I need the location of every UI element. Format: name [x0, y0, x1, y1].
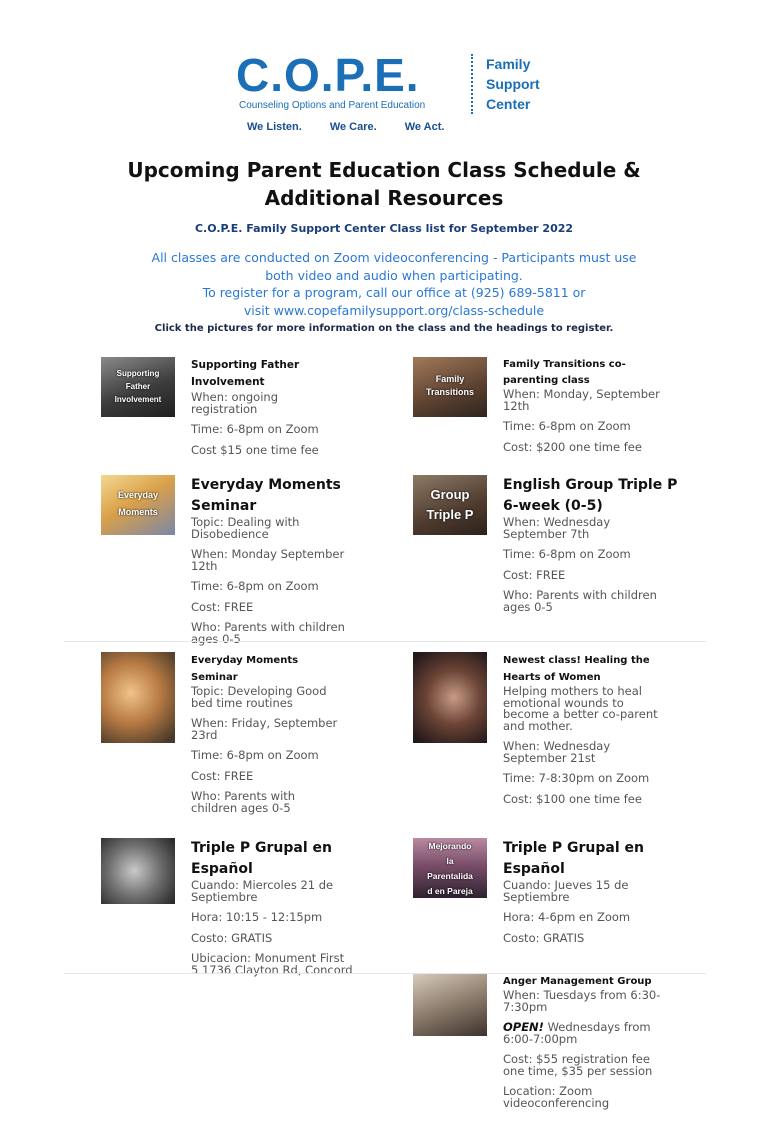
zoom-notice: All classes are conducted on Zoom videoconferencing - Participants must use both video and audio when participating. To register for a program, call our office at (925) 689-5811 or visit www.copefamilysupport.org/class-schedule	[94, 249, 694, 319]
mejorando-parentalidad-thumbnail[interactable]: Mejorando la Parentalida d en Pareja	[413, 838, 487, 898]
logo-tagline: We Listen. We Care. We Act.	[247, 121, 445, 133]
cope-logo[interactable]	[236, 49, 556, 142]
class-heading-link[interactable]: Everyday Moments Seminar	[191, 477, 341, 514]
group-triple-p-thumbnail[interactable]: Group Triple P	[413, 475, 487, 535]
logo-divider	[471, 54, 473, 114]
logo-wordmark: C.O.P.E.	[236, 49, 420, 101]
triple-p-grupal-thumbnail[interactable]	[101, 838, 175, 904]
website-link[interactable]: visit www.copefamilysupport.org/class-schedule	[243, 302, 545, 318]
healing-hearts-thumbnail[interactable]	[413, 652, 487, 743]
class-list-subtitle: C.O.P.E. Family Support Center Class list for September 2022	[194, 222, 574, 235]
class-heading-link[interactable]: Anger Management Group	[503, 976, 652, 987]
section-divider	[64, 641, 706, 642]
family-transitions-thumbnail[interactable]: Family Transitions	[413, 357, 487, 417]
everyday-moments-thumbnail[interactable]: Everyday Moments	[101, 475, 175, 535]
class-heading-link[interactable]: Triple P Grupal en Español	[503, 840, 645, 877]
class-heading-link[interactable]: English Group Triple P 6-week (0-5)	[503, 477, 678, 514]
open-label: OPEN!	[503, 1020, 544, 1034]
father-involvement-thumbnail[interactable]: Supporting Father Involvement	[101, 357, 175, 417]
class-heading-link[interactable]: Everyday Moments Seminar	[191, 655, 299, 683]
anger-management-thumbnail[interactable]	[413, 974, 487, 1036]
class-heading-link[interactable]: Triple P Grupal en Español	[191, 840, 333, 877]
class-heading-link[interactable]: Supporting Father Involvement	[191, 359, 300, 388]
class-heading-link[interactable]: Newest class! Healing the Hearts of Women	[503, 655, 650, 683]
class-heading-link[interactable]: Family Transitions co- parenting class	[503, 359, 626, 386]
logo-subtitle: Counseling Options and Parent Education	[239, 100, 426, 111]
click-instruction: Click the pictures for more information on the class and the headings to register.	[154, 323, 614, 334]
logo-side-text: Family Support Center	[486, 56, 540, 112]
bedtime-routines-thumbnail[interactable]	[101, 652, 175, 743]
page-title: Upcoming Parent Education Class Schedule & Additional Resources	[127, 158, 641, 210]
